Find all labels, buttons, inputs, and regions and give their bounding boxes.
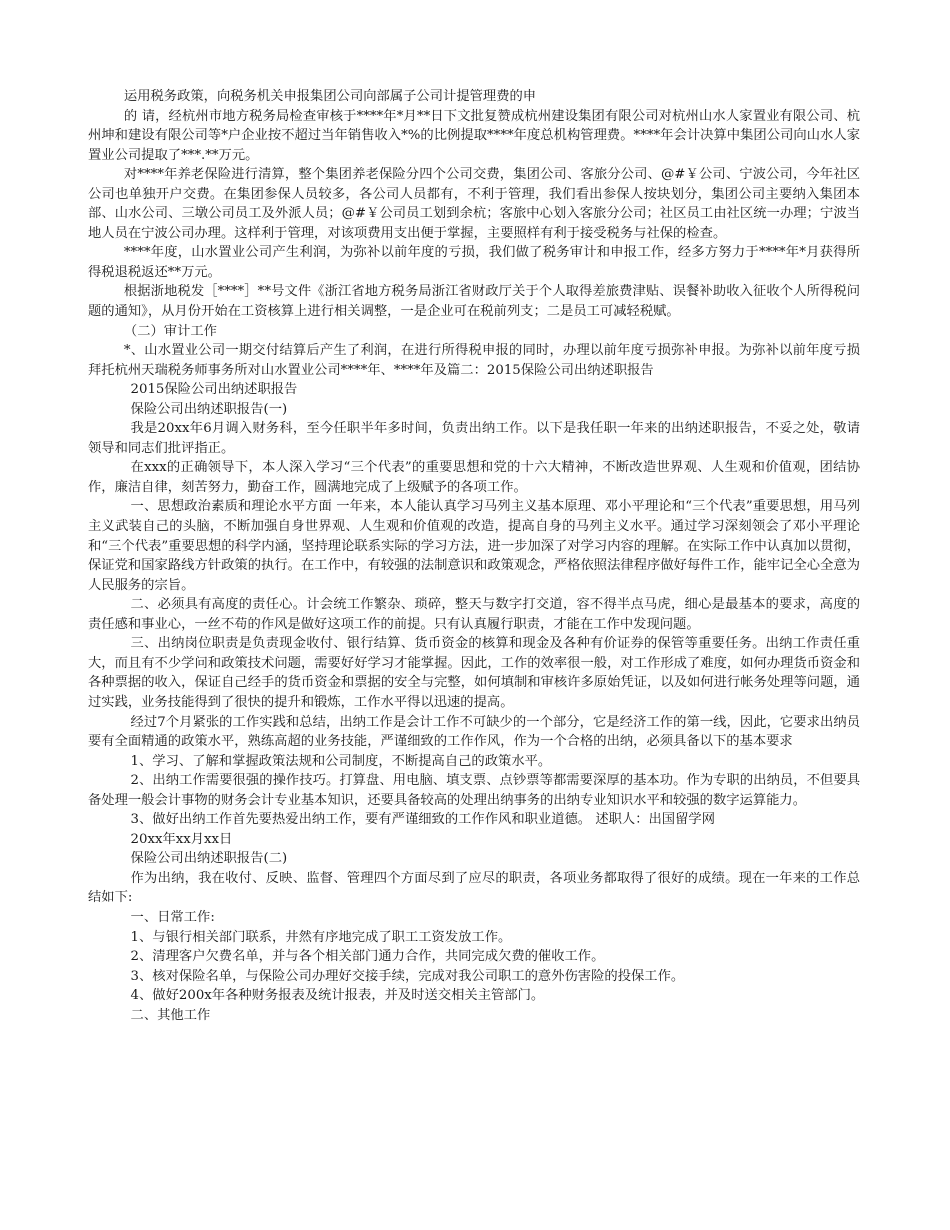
paragraph: 我是20xx年6月调入财务科，至今任职半年多时间，负责出纳工作。以下是我任职一年来的出纳述职报告，不妥之处，敬请领导和同志们批评指正。: [88, 421, 860, 456]
paragraph: ****年度，山水置业公司产生利润，为弥补以前年度的亏损，我们做了税务审计和申报工作，经多方努力于****年*月获得所得税退税返还**万元。: [88, 245, 860, 280]
paragraph: 4、做好200x年各种财务报表及统计报表，并及时送交相关主管部门。: [130, 988, 545, 1004]
paragraph: 对****年养老保险进行清算，整个集团养老保险分四个公司交费，集团公司、客旅分公司、@#￥公司、宁波公司，今年社区公司也单独开户交费。在集团参保人员较多，各公司人员都有，不利于管理，我们看出参保人按块划分，集团公司主要纳入集团本部、山水公司、三墩公司员工及外派人员；@#￥公司员工划到余杭；客旅中心划入客旅分公司；社区员工由社区统一办理；宁波当地人员在宁波公司办理。这样利于管理，对该项费用支出便于掌握，主要照样有利于接受税务与社保的检查。: [88, 167, 860, 241]
paragraph: 运用税务政策，向税务机关申报集团公司向部属子公司计提管理费的申: [123, 89, 537, 104]
paragraph: 保险公司出纳述职报告(二): [130, 851, 288, 867]
paragraph: 二、其他工作: [130, 1007, 211, 1023]
paragraph: 1、学习、了解和掌握政策法规和公司制度，不断提高自己的政策水平。: [130, 753, 552, 769]
paragraph: 作为出纳，我在收付、反映、监督、管理四个方面尽到了应尽的职责，各项业务都取得了很好的成绩。现在一年来的工作总结如下:: [88, 870, 860, 906]
paragraph: 三、出纳岗位职责是负责现金收付、银行结算、货币资金的核算和现金及各种有价证券的保管等重要任务。出纳工作责任重大，而且有不少学问和政策技术问题，需要好好学习才能掌握。因此，工作的效率很一般，对工作形成了难度，如何办理货币资金和各种票据的收入，保证自己经手的货币资金和票据的安全与完整，如何填制和审核许多原始凭证，以及如何进行帐务处理等问题，通过实践，业务技能得到了很快的提升和锻炼，工作水平得以迅速的提高。: [88, 636, 860, 710]
paragraph: 根据浙地税发［****］**号文件《浙江省地方税务局浙江省财政厅关于个人取得差旅费津贴、误餐补助收入征收个人所得税问题的通知》，从月份开始在工资核算上进行相关调整，一是企业可在税前列支；二是员工可减轻税赋。: [88, 284, 860, 320]
paragraph: 一、日常工作:: [130, 909, 215, 925]
paragraph: *、山水置业公司一期交付结算后产生了利润，在进行所得税申报的同时，办理以前年度亏损弥补申报。为弥补以前年度亏损拜托杭州天瑞税务师事务所对山水置业公司****年、****年及篇二：2015保险公司出纳述职报告: [88, 343, 860, 378]
paragraph: 的 请，经杭州市地方税务局检查审核于****年*月**日下文批复赞成杭州建设集团有限公司对杭州山水人家置业有限公司、杭州坤和建设有限公司等*户企业按不超过当年销售收入*%的比例提取****年度总机构管理费。****年会计决算中集团公司向山水人家置业公司提取了***.**万元。: [88, 108, 860, 163]
paragraph: 2015保险公司出纳述职报告: [130, 382, 298, 398]
paragraph: 2、出纳工作需要很强的操作技巧。打算盘、用电脑、填支票、点钞票等都需要深厚的基本功。作为专职的出纳员，不但要具备处理一般会计事物的财务会计专业基本知识，还要具备较高的处理出纳事务的出纳专业知识水平和较强的数字运算能力。: [88, 773, 860, 808]
paragraph: 3、核对保险名单，与保险公司办理好交接手续，完成对我公司职工的意外伤害险的投保工作。: [130, 968, 685, 984]
paragraph: 2、清理客户欠费名单，并与各个相关部门通力合作，共同完成欠费的催收工作。: [130, 949, 605, 965]
paragraph: 1、与银行相关部门联系，井然有序地完成了职工工资发放工作。: [130, 929, 512, 945]
paragraph: 经过7个月紧张的工作实践和总结，出纳工作是会计工作不可缺少的一个部分，它是经济工作的第一线，因此，它要求出纳员要有全面精通的政策水平，熟练高超的业务技能，严谨细致的工作作风，作为一个合格的出纳，必须具备以下的基本要求: [88, 714, 860, 750]
paragraph: 3、做好出纳工作首先要热爱出纳工作，要有严谨细致的工作作风和职业道德。 述职人：出国留学网: [130, 812, 715, 828]
paragraph: 在xxx的正确领导下，本人深入学习“三个代表”的重要思想和党的十六大精神，不断改造世界观、人生观和价值观，团结协作，廉洁自律，刻苦努力，勤奋工作，圆满地完成了上级赋予的各项工作。: [88, 460, 860, 495]
paragraph: （二）审计工作: [123, 323, 217, 339]
paragraph: 一、思想政治素质和理论水平方面 一年来，本人能认真学习马列主义基本原理、邓小平理论和“三个代表”重要思想，用马列主义武装自己的头脑，不断加强自身世界观、人生观和价值观的改造，提高自身的马列主义水平。通过学习深刻领会了邓小平理论和“三个代表”重要思想的科学内涵，坚持理论联系实际的学习方法，进一步加深了对学习内容的理解。在实际工作中认真加以贯彻，保证党和国家路线方针政策的执行。在工作中，有较强的法制意识和政策观念，严格依照法律程序做好每件工作，能牢记全心全意为人民服务的宗旨。: [88, 499, 860, 593]
document-body: [88, 87, 860, 1025]
paragraph: 保险公司出纳述职报告(一): [130, 401, 288, 417]
paragraph: 二、必须具有高度的责任心。计会统工作繁杂、琐碎，整天与数字打交道，容不得半点马虎，细心是最基本的要求，高度的责任感和事业心，一丝不苟的作风是做好这项工作的前提。只有认真履行职责，才能在工作中发现问题。: [88, 597, 860, 632]
paragraph: 20xx年xx月xx日: [130, 831, 233, 847]
